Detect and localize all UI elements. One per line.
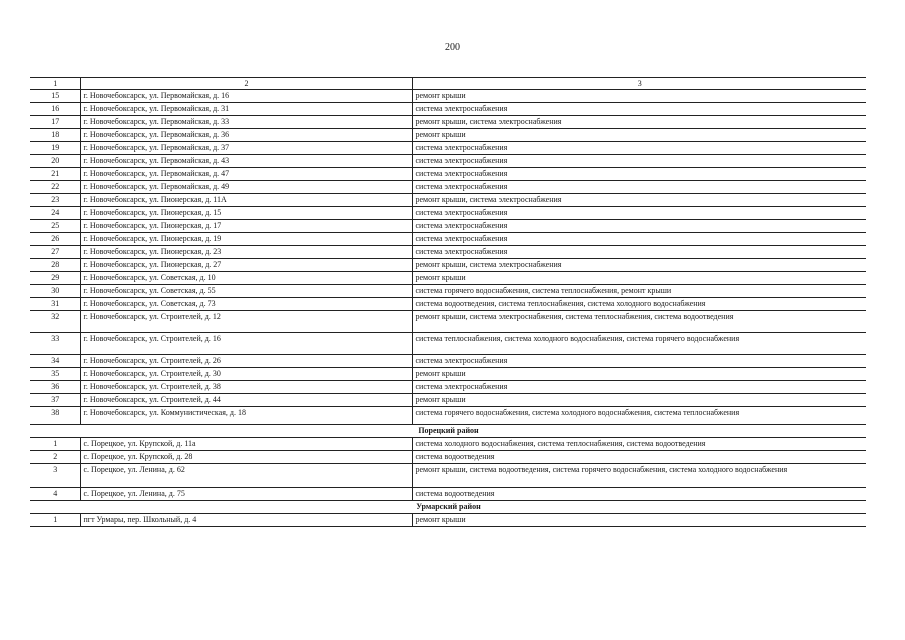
- row-number: 33: [30, 333, 80, 355]
- row-address: г. Новочебоксарск, ул. Первомайская, д. 16: [80, 90, 412, 103]
- row-work-type: система электроснабжения: [412, 233, 866, 246]
- row-work-type: система водоотведения: [412, 451, 866, 464]
- row-number: 1: [30, 514, 80, 527]
- table-row: [30, 103, 866, 116]
- section-header-urmarsky: [30, 501, 866, 514]
- table-row: [30, 181, 866, 194]
- row-work-type: система электроснабжения: [412, 181, 866, 194]
- row-number: 3: [30, 464, 80, 488]
- table-row: [30, 285, 866, 298]
- row-work-type: ремонт крыши: [412, 368, 866, 381]
- row-address: с. Порецкое, ул. Ленина, д. 75: [80, 488, 412, 501]
- row-address: г. Новочебоксарск, ул. Строителей, д. 16: [80, 333, 412, 355]
- row-address: г. Новочебоксарск, ул. Пионерская, д. 27: [80, 259, 412, 272]
- row-work-type: система теплоснабжения, система холодного водоснабжения, система горячего водоснабжения: [412, 333, 866, 355]
- row-work-type: система электроснабжения: [412, 103, 866, 116]
- column-number-row: [30, 78, 866, 90]
- row-work-type: система горячего водоснабжения, система теплоснабжения, ремонт крыши: [412, 285, 866, 298]
- row-number: 26: [30, 233, 80, 246]
- table-row: [30, 155, 866, 168]
- row-work-type: ремонт крыши, система водоотведения, система горячего водоснабжения, система холодного водоснабжения: [412, 464, 866, 488]
- row-number: 38: [30, 407, 80, 425]
- row-address: г. Новочебоксарск, ул. Советская, д. 10: [80, 272, 412, 285]
- row-work-type: система электроснабжения: [412, 207, 866, 220]
- row-work-type: ремонт крыши: [412, 272, 866, 285]
- row-address: г. Новочебоксарск, ул. Пионерская, д. 17: [80, 220, 412, 233]
- table-row: [30, 394, 866, 407]
- row-number: 31: [30, 298, 80, 311]
- table-row: [30, 381, 866, 394]
- row-number: 27: [30, 246, 80, 259]
- table-row: [30, 246, 866, 259]
- repair-registry-table: [30, 77, 866, 527]
- row-address: г. Новочебоксарск, ул. Первомайская, д. 47: [80, 168, 412, 181]
- registry-body: [30, 78, 866, 527]
- row-address: г. Новочебоксарск, ул. Пионерская, д. 19: [80, 233, 412, 246]
- page-number: 200: [445, 42, 460, 53]
- row-address: г. Новочебоксарск, ул. Коммунистическая, д. 18: [80, 407, 412, 425]
- row-number: 21: [30, 168, 80, 181]
- row-number: 24: [30, 207, 80, 220]
- row-number: 22: [30, 181, 80, 194]
- row-number: 32: [30, 311, 80, 333]
- table-row: [30, 194, 866, 207]
- row-work-type: система водоотведения: [412, 488, 866, 501]
- row-work-type: система электроснабжения: [412, 168, 866, 181]
- row-number: 28: [30, 259, 80, 272]
- table-row: [30, 464, 866, 488]
- table-row: [30, 514, 866, 527]
- row-number: 37: [30, 394, 80, 407]
- table-row: [30, 129, 866, 142]
- row-work-type: ремонт крыши, система электроснабжения: [412, 259, 866, 272]
- section-header-poretsky: [30, 425, 866, 438]
- row-address: г. Новочебоксарск, ул. Первомайская, д. 43: [80, 155, 412, 168]
- table-row: [30, 311, 866, 333]
- row-address: г. Новочебоксарск, ул. Пионерская, д. 11А: [80, 194, 412, 207]
- row-address: г. Новочебоксарск, ул. Пионерская, д. 23: [80, 246, 412, 259]
- row-work-type: система электроснабжения: [412, 381, 866, 394]
- row-address: г. Новочебоксарск, ул. Первомайская, д. 33: [80, 116, 412, 129]
- row-work-type: ремонт крыши: [412, 514, 866, 527]
- row-address: г. Новочебоксарск, ул. Строителей, д. 12: [80, 311, 412, 333]
- table-row: [30, 207, 866, 220]
- section-title: Урмарский район: [30, 501, 866, 514]
- table-row: [30, 233, 866, 246]
- row-address: г. Новочебоксарск, ул. Советская, д. 73: [80, 298, 412, 311]
- row-number: 29: [30, 272, 80, 285]
- row-address: с. Порецкое, ул. Крупской, д. 11а: [80, 438, 412, 451]
- row-number: 23: [30, 194, 80, 207]
- row-address: г. Новочебоксарск, ул. Строителей, д. 26: [80, 355, 412, 368]
- section-title: Порецкий район: [30, 425, 866, 438]
- column-number-2: 2: [80, 78, 412, 90]
- table-row: [30, 488, 866, 501]
- row-address: г. Новочебоксарск, ул. Пионерская, д. 15: [80, 207, 412, 220]
- table-row: [30, 438, 866, 451]
- row-work-type: ремонт крыши, система электроснабжения: [412, 116, 866, 129]
- table-row: [30, 407, 866, 425]
- table-row: [30, 333, 866, 355]
- row-number: 1: [30, 438, 80, 451]
- row-number: 15: [30, 90, 80, 103]
- row-work-type: ремонт крыши: [412, 394, 866, 407]
- row-work-type: система электроснабжения: [412, 142, 866, 155]
- column-number-1: 1: [30, 78, 80, 90]
- row-number: 4: [30, 488, 80, 501]
- table-row: [30, 259, 866, 272]
- table-row: [30, 90, 866, 103]
- row-work-type: система электроснабжения: [412, 155, 866, 168]
- row-number: 25: [30, 220, 80, 233]
- row-work-type: система горячего водоснабжения, система холодного водоснабжения, система теплоснабжения: [412, 407, 866, 425]
- row-number: 35: [30, 368, 80, 381]
- row-number: 20: [30, 155, 80, 168]
- row-number: 36: [30, 381, 80, 394]
- row-address: г. Новочебоксарск, ул. Первомайская, д. 49: [80, 181, 412, 194]
- row-work-type: система холодного водоснабжения, система теплоснабжения, система водоотведения: [412, 438, 866, 451]
- row-work-type: ремонт крыши: [412, 90, 866, 103]
- row-work-type: система электроснабжения: [412, 246, 866, 259]
- row-number: 2: [30, 451, 80, 464]
- row-address: пгт Урмары, пер. Школьный, д. 4: [80, 514, 412, 527]
- row-number: 34: [30, 355, 80, 368]
- column-number-3: 3: [412, 78, 866, 90]
- row-work-type: ремонт крыши, система электроснабжения, система теплоснабжения, система водоотведения: [412, 311, 866, 333]
- table-row: [30, 298, 866, 311]
- row-address: г. Новочебоксарск, ул. Первомайская, д. 31: [80, 103, 412, 116]
- row-address: г. Новочебоксарск, ул. Первомайская, д. 37: [80, 142, 412, 155]
- row-work-type: система водоотведения, система теплоснабжения, система холодного водоснабжения: [412, 298, 866, 311]
- row-work-type: ремонт крыши: [412, 129, 866, 142]
- row-address: с. Порецкое, ул. Крупской, д. 28: [80, 451, 412, 464]
- row-address: с. Порецкое, ул. Ленина, д. 62: [80, 464, 412, 488]
- table-row: [30, 116, 866, 129]
- row-address: г. Новочебоксарск, ул. Первомайская, д. 36: [80, 129, 412, 142]
- row-number: 30: [30, 285, 80, 298]
- row-address: г. Новочебоксарск, ул. Строителей, д. 30: [80, 368, 412, 381]
- row-address: г. Новочебоксарск, ул. Строителей, д. 38: [80, 381, 412, 394]
- table-row: [30, 220, 866, 233]
- row-address: г. Новочебоксарск, ул. Советская, д. 55: [80, 285, 412, 298]
- row-work-type: ремонт крыши, система электроснабжения: [412, 194, 866, 207]
- table-row: [30, 451, 866, 464]
- row-address: г. Новочебоксарск, ул. Строителей, д. 44: [80, 394, 412, 407]
- table-row: [30, 168, 866, 181]
- table-row: [30, 272, 866, 285]
- row-number: 17: [30, 116, 80, 129]
- table-row: [30, 142, 866, 155]
- table-row: [30, 368, 866, 381]
- row-number: 18: [30, 129, 80, 142]
- row-work-type: система электроснабжения: [412, 355, 866, 368]
- table-row: [30, 355, 866, 368]
- row-number: 16: [30, 103, 80, 116]
- row-number: 19: [30, 142, 80, 155]
- row-work-type: система электроснабжения: [412, 220, 866, 233]
